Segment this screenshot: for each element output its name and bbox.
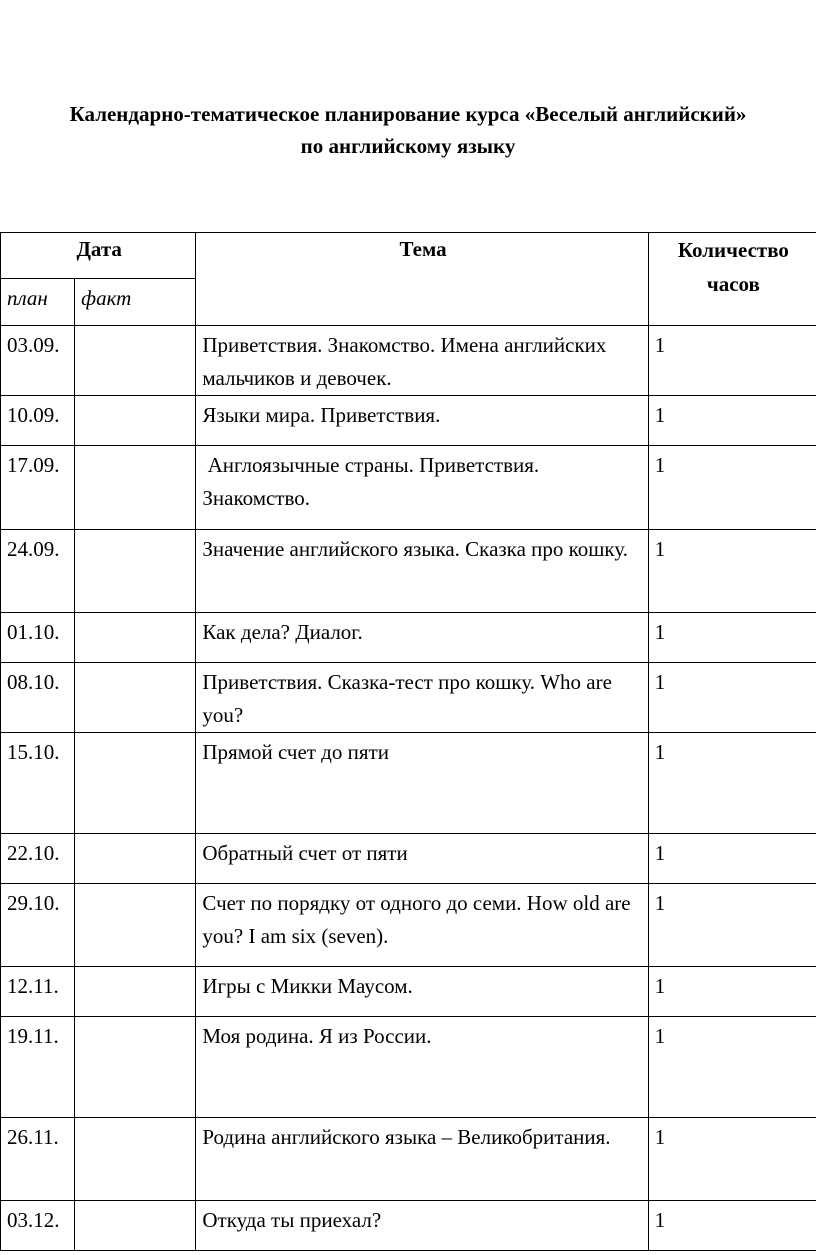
cell-fact-date (75, 663, 196, 733)
cell-plan-date: 24.09. (1, 530, 75, 613)
cell-topic: Игры с Микки Маусом. (196, 967, 648, 1017)
schedule-rows (1, 326, 816, 1251)
cell-plan-date: 29.10. (1, 884, 75, 967)
table-row (1, 834, 816, 884)
header-hours: Количество часов (648, 233, 816, 326)
cell-fact-date (75, 1201, 196, 1251)
cell-plan-date: 08.10. (1, 663, 75, 733)
table-row (1, 1201, 816, 1251)
schedule-table (0, 232, 816, 1251)
cell-plan-date: 15.10. (1, 733, 75, 834)
cell-fact-date (75, 834, 196, 884)
cell-fact-date (75, 1017, 196, 1118)
cell-hours: 1 (648, 326, 816, 396)
table-row (1, 967, 816, 1017)
cell-plan-date: 22.10. (1, 834, 75, 884)
header-plan: план (1, 279, 75, 326)
cell-fact-date (75, 1118, 196, 1201)
cell-hours: 1 (648, 1017, 816, 1118)
table-row (1, 1017, 816, 1118)
cell-hours: 1 (648, 967, 816, 1017)
cell-hours: 1 (648, 834, 816, 884)
cell-plan-date: 10.09. (1, 396, 75, 446)
title-line-1: Календарно-тематическое планирование курса «Веселый английский» (69, 102, 747, 126)
table-row (1, 326, 816, 396)
cell-hours: 1 (648, 1201, 816, 1251)
table-row (1, 530, 816, 613)
cell-fact-date (75, 396, 196, 446)
cell-topic: Языки мира. Приветствия. (196, 396, 648, 446)
cell-plan-date: 19.11. (1, 1017, 75, 1118)
cell-plan-date: 03.09. (1, 326, 75, 396)
cell-fact-date (75, 446, 196, 530)
cell-hours: 1 (648, 396, 816, 446)
header-fact: факт (75, 279, 196, 326)
cell-plan-date: 17.09. (1, 446, 75, 530)
cell-topic: Англоязычные страны. Приветствия. Знакомство. (196, 446, 648, 530)
table-row (1, 663, 816, 733)
cell-fact-date (75, 326, 196, 396)
table-row (1, 396, 816, 446)
cell-plan-date: 12.11. (1, 967, 75, 1017)
cell-topic: Как дела? Диалог. (196, 613, 648, 663)
cell-topic: Родина английского языка – Великобритания. (196, 1118, 648, 1201)
cell-fact-date (75, 967, 196, 1017)
cell-hours: 1 (648, 530, 816, 613)
cell-topic: Счет по порядку от одного до семи. How old are you? I am six (seven). (196, 884, 648, 967)
cell-topic: Моя родина. Я из России. (196, 1017, 648, 1118)
header-topic: Тема (196, 233, 648, 326)
cell-fact-date (75, 530, 196, 613)
cell-hours: 1 (648, 884, 816, 967)
cell-topic: Приветствия. Сказка-тест про кошку. Who are you? (196, 663, 648, 733)
table-row (1, 733, 816, 834)
title-line-2: по английскому языку (300, 134, 516, 158)
document-title (0, 98, 816, 162)
cell-plan-date: 26.11. (1, 1118, 75, 1201)
cell-topic: Откуда ты приехал? (196, 1201, 648, 1251)
table-row (1, 884, 816, 967)
header-date: Дата (1, 233, 196, 279)
cell-hours: 1 (648, 446, 816, 530)
cell-topic: Приветствия. Знакомство. Имена английских мальчиков и девочек. (196, 326, 648, 396)
cell-fact-date (75, 884, 196, 967)
cell-hours: 1 (648, 663, 816, 733)
cell-topic: Значение английского языка. Сказка про кошку. (196, 530, 648, 613)
cell-hours: 1 (648, 733, 816, 834)
table-row (1, 1118, 816, 1201)
table-row (1, 446, 816, 530)
cell-plan-date: 03.12. (1, 1201, 75, 1251)
table-row (1, 613, 816, 663)
cell-topic: Прямой счет до пяти (196, 733, 648, 834)
cell-fact-date (75, 733, 196, 834)
cell-topic: Обратный счет от пяти (196, 834, 648, 884)
cell-fact-date (75, 613, 196, 663)
cell-hours: 1 (648, 613, 816, 663)
cell-plan-date: 01.10. (1, 613, 75, 663)
cell-hours: 1 (648, 1118, 816, 1201)
